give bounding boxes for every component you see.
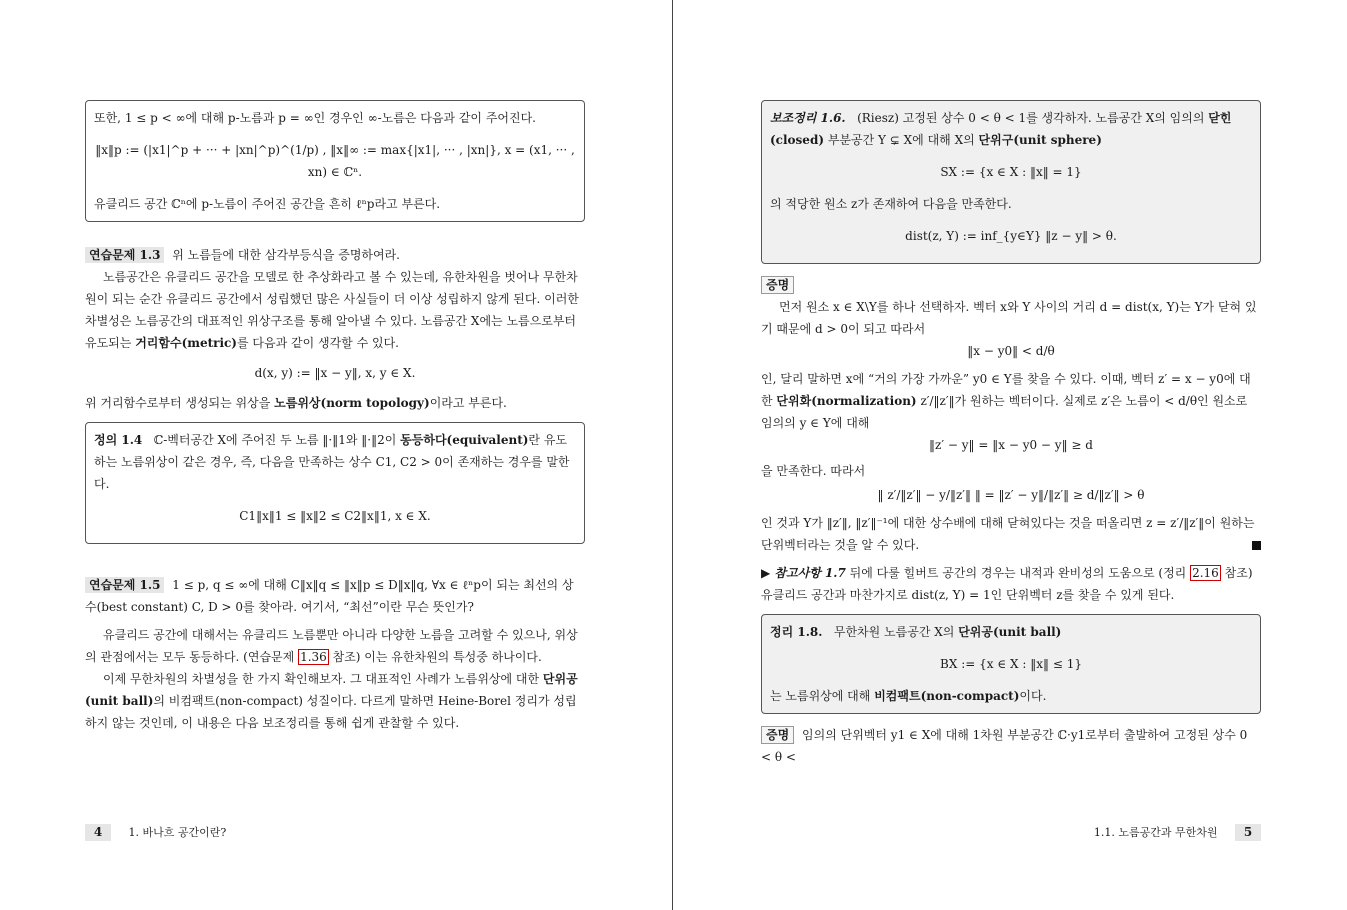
normalization-term: 단위화(normalization): [776, 394, 917, 408]
proof-1-8: [761, 724, 1261, 768]
theorem-1-8-text2-start: 는 노름위상에 대해: [770, 689, 871, 703]
page-number: 4: [85, 824, 111, 841]
equivalence-formula: C1‖x‖1 ≤ ‖x‖2 ≤ C2‖x‖1, x ∈ X.: [239, 509, 431, 523]
unit-ball-formula: BX := {x ∈ X : ‖x‖ ≤ 1}: [940, 657, 1082, 671]
page-number: 5: [1235, 824, 1261, 841]
unit-ball-term-2: 단위공(unit ball): [958, 625, 1062, 639]
norm-space-paragraph: [85, 266, 585, 354]
book-spine-line: [672, 0, 673, 910]
proof-formula-3: ‖ z′/‖z′‖ − y/‖z′‖ ‖ = ‖z′ − y‖/‖z′‖ ≥ d/‖z′‖ > θ: [877, 488, 1145, 502]
exercise-1-3: [85, 244, 585, 266]
theorem-1-8-text2-end: 이다.: [1019, 689, 1047, 703]
theorem-1-8-text2: [770, 685, 1252, 707]
norm-space-text: 노름공간은 유클리드 공간을 모델로 한 추상화라고 볼 수 있는데, 유한차원을 벗어나 무한차원이 되는 순간 유클리드 공간에서 성립했던 많은 사실들이 더 이상 성립하지 않게 된다. 이러한 차별성은 노름공간의 대표적인 위상구조를 통해 알아낼 수 있다. 노름공간 X에는 노름으로부터 유도되는: [85, 270, 579, 350]
right-page-content: [761, 100, 1261, 768]
definition-1-4-start: ℂ-벡터공간 X에 주어진 두 노름 ‖·‖1와 ‖·‖2이: [153, 433, 397, 447]
proof-text-1: 먼저 원소 x ∈ X\Y를 하나 선택하자. 벡터 x와 Y 사이의 거리 d = dist(x, Y)는 Y가 닫혀 있기 때문에 d > 0이 되고 따라서: [761, 300, 1257, 336]
remark-1-7-end: 참조) 유클리드 공간과 마찬가지로 dist(z, Y) = 1인 단위벡터 z를 찾을 수 있게 된다.: [761, 566, 1253, 602]
euclidean-norm-text-end: 참조) 이는 유한차원의 특성중 하나이다.: [332, 650, 542, 664]
definition-1-4-label: 정의 1.4: [94, 433, 143, 447]
p-norm-formula: ‖x‖p := (|x1|^p + ··· + |xn|^p)^(1/p) , ‖x‖∞ := max{|x1|, ··· , |xn|}, x = (x1, ··· , xn) ∈ ℂⁿ.: [95, 143, 575, 179]
lemma-1-6-box: [761, 100, 1261, 264]
theorem-1-8-text: [770, 621, 1252, 643]
exercise-1-3-label: 연습문제 1.3: [85, 247, 164, 263]
unit-sphere-term: 단위구(unit sphere): [978, 133, 1102, 147]
running-header: 1.1. 노름공간과 무한차원: [1093, 826, 1218, 839]
exercise-1-5-text: 1 ≤ p, q ≤ ∞에 대해 C‖x‖q ≤ ‖x‖p ≤ D‖x‖q, ∀x ∈ ℓⁿp이 되는 최선의 상수(best constant) C, D > 0를 찾아라. 여기서, “최선”이란 무슨 뜻인가?: [85, 578, 574, 614]
p-norm-box: [85, 100, 585, 222]
remark-1-7: [761, 562, 1261, 606]
proof-1-8-text: 임의의 단위벡터 y1 ∈ X에 대해 1차원 부분공간 ℂ·y1로부터 출발하여 고정된 상수 0 < θ <: [761, 728, 1248, 764]
proof-label-2: 증명: [761, 726, 794, 744]
lp-space-definition: 유클리드 공간 ℂⁿ에 p-노름이 주어진 공간을 흔히 ℓⁿp라고 부른다.: [94, 197, 441, 211]
exercise-1-3-text: 위 노름들에 대한 삼각부등식을 증명하여라.: [172, 248, 400, 262]
euclidean-norm-text: 유클리드 공간에 대해서는 유클리드 노름뿐만 아니라 다양한 노름을 고려할 수 있으나, 위상의 관점에서는 모두 동등하다. (연습문제: [85, 628, 578, 664]
proof-1-6: [761, 274, 1261, 296]
euclidean-norm-paragraph: [85, 624, 585, 668]
proof-text-3: 을 만족한다. 따라서: [761, 464, 866, 478]
norm-space-text-end: 를 다음과 같이 생각할 수 있다.: [237, 336, 399, 350]
non-compact-term: 비컴팩트(non-compact): [874, 689, 1020, 703]
lemma-1-6-text2: 의 적당한 원소 z가 존재하여 다음을 만족한다.: [770, 197, 1012, 211]
running-header: 1. 바나흐 공간이란?: [128, 826, 227, 839]
lemma-1-6-start: (Riesz) 고정된 상수 0 < θ < 1를 생각하자. 노름공간 X의 임의의: [857, 111, 1205, 125]
exercise-1-5: [85, 574, 585, 618]
left-footer: [85, 824, 226, 841]
lemma-1-6-label: 보조정리 1.6.: [770, 111, 846, 125]
lemma-1-6-mid: 부분공간 Y ⊊ X에 대해 X의: [827, 133, 975, 147]
remark-1-7-start: 뒤에 다룰 힐버트 공간의 경우는 내적과 완비성의 도움으로 (정리: [849, 566, 1187, 580]
qed-square-icon: [1252, 541, 1261, 550]
dist-formula: dist(z, Y) := inf_{y∈Y} ‖z − y‖ > θ.: [905, 229, 1117, 243]
definition-1-4-box: [85, 422, 585, 544]
proof-text-2-start: 인, 달리 말하면 x에 “거의 가장 가까운” y0 ∈ Y를 찾을 수 있다. 이때, 벡터 z′ = x − y0에 대한: [761, 372, 1251, 408]
p-norm-intro: 또한, 1 ≤ p < ∞에 대해 p-노름과 p = ∞인 경우인 ∞-노름은 다음과 같이 주어진다.: [94, 111, 536, 125]
right-footer: [1094, 824, 1261, 841]
norm-topology-term: 노름위상(norm topology): [274, 396, 430, 410]
norm-topology-paragraph: [85, 392, 585, 414]
exercise-1-5-label: 연습문제 1.5: [85, 577, 164, 593]
unit-ball-text: 이제 무한차원의 차별성을 한 가지 확인해보자. 그 대표적인 사례가 노름위상에 대한: [103, 672, 540, 686]
unit-ball-paragraph: [85, 668, 585, 734]
remark-1-7-label: ▶ 참고사항 1.7: [761, 566, 846, 580]
unit-ball-term: 단위공(unit ball): [85, 672, 578, 708]
theorem-1-8-label: 정리 1.8.: [770, 625, 823, 639]
norm-topology-text-end: 이라고 부른다.: [429, 396, 507, 410]
proof-text-2: [761, 368, 1261, 434]
proof-text-2-end: z′/‖z′‖가 원하는 벡터이다. 실제로 z′은 노름이 < d/θ인 원소로 임의의 y ∈ Y에 대해: [761, 394, 1248, 430]
theorem-2-16-link[interactable]: 2.16: [1192, 566, 1219, 580]
metric-term: 거리함수(metric): [135, 336, 237, 350]
left-page-content: [85, 100, 585, 734]
right-page: [674, 0, 1347, 910]
proof-text-4-content: 인 것과 Y가 ‖z′‖, ‖z′‖⁻¹에 대한 상수배에 대해 닫혀있다는 것을 떠올리면 z = z′/‖z′‖이 원하는 단위벡터라는 것을 알 수 있다.: [761, 516, 1255, 552]
definition-1-4-end: 란 유도하는 노름위상이 같은 경우, 즉, 다음을 만족하는 상수 C1, C2 > 0이 존재하는 경우를 말한다.: [94, 433, 570, 491]
proof-text-4: [761, 512, 1261, 556]
lemma-1-6-text: [770, 107, 1252, 151]
equivalent-term: 동등하다(equivalent): [400, 433, 529, 447]
left-page: [0, 0, 672, 910]
proof-label: 증명: [761, 276, 794, 294]
theorem-1-8-box: [761, 614, 1261, 714]
theorem-1-8-start: 무한차원 노름공간 X의: [833, 625, 955, 639]
norm-topology-text: 위 거리함수로부터 생성되는 위상을: [85, 396, 271, 410]
closed-term: 닫힌(closed): [770, 111, 1232, 147]
definition-1-4-text: [94, 429, 576, 495]
proof-formula-2: ‖z′ − y‖ = ‖x − y0 − y‖ ≥ d: [929, 438, 1093, 452]
unit-ball-text-end: 의 비컴팩트(non-compact) 성질이다. 다르게 말하면 Heine-Borel 정리가 성립하지 않는 것인데, 이 내용은 다음 보조정리를 통해 쉽게 관찰할 수 있다.: [85, 694, 577, 730]
proof-formula-1: ‖x − y0‖ < d/θ: [967, 344, 1055, 358]
unit-sphere-formula: SX := {x ∈ X : ‖x‖ = 1}: [940, 165, 1082, 179]
exercise-1-36-link[interactable]: 1.36: [300, 650, 327, 664]
metric-formula: d(x, y) := ‖x − y‖, x, y ∈ X.: [254, 366, 416, 380]
